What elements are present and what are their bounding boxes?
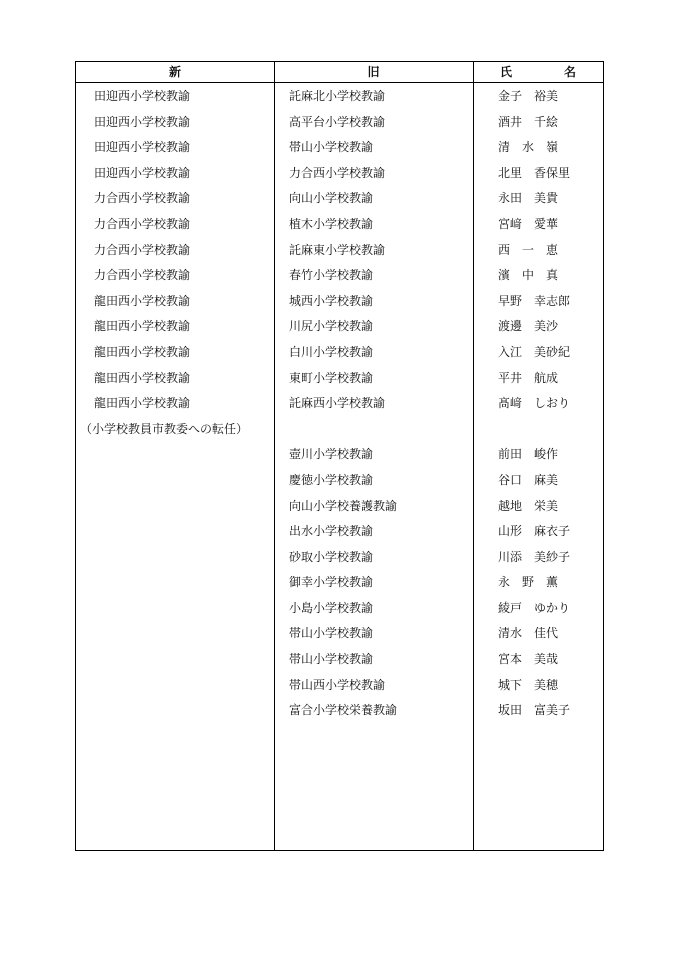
new-position bbox=[94, 673, 270, 699]
person-name: 山形 麻衣子 bbox=[498, 524, 571, 539]
table-row bbox=[76, 391, 603, 417]
person-name: 渡邊 美沙 bbox=[498, 319, 559, 334]
table-row bbox=[76, 570, 603, 596]
new-position: 田迎西小学校教諭 bbox=[94, 89, 191, 103]
table-row bbox=[76, 545, 603, 571]
table-row bbox=[76, 698, 603, 724]
person-name: 清 水 嶺 bbox=[498, 140, 559, 155]
person-name: 坂田 富美子 bbox=[498, 703, 571, 718]
old-position bbox=[289, 417, 469, 443]
header-name bbox=[473, 62, 603, 82]
new-position bbox=[94, 698, 270, 724]
person-name: 前田 峻作 bbox=[498, 447, 559, 462]
old-position: 植木小学校教諭 bbox=[289, 216, 374, 231]
old-position: 向山小学校教諭 bbox=[289, 191, 374, 206]
new-position bbox=[94, 519, 270, 545]
new-position bbox=[94, 647, 270, 673]
person-name: 北里 香保里 bbox=[498, 165, 571, 180]
new-position bbox=[94, 545, 270, 571]
table-row bbox=[76, 161, 603, 187]
header-new: 新 bbox=[168, 65, 181, 79]
old-position: 託麻東小学校教諭 bbox=[289, 242, 386, 257]
old-position: 出水小学校教諭 bbox=[289, 524, 374, 539]
table-row bbox=[76, 340, 603, 366]
old-position: 御幸小学校教諭 bbox=[289, 575, 374, 590]
new-position bbox=[94, 570, 270, 596]
old-position: 帯山小学校教諭 bbox=[289, 140, 374, 155]
new-position: 龍田西小学校教諭 bbox=[94, 396, 191, 411]
person-name: 酒井 千絵 bbox=[498, 114, 559, 129]
section-note: （小学校教員市教委への転任） bbox=[80, 421, 249, 436]
person-name: 川添 美紗子 bbox=[498, 549, 571, 564]
new-position: 力合西小学校教諭 bbox=[94, 191, 191, 206]
header-divider bbox=[76, 82, 603, 83]
old-position: 託麻西小学校教諭 bbox=[289, 396, 386, 411]
old-position: 白川小学校教諭 bbox=[289, 344, 374, 359]
person-name: 西 一 恵 bbox=[498, 242, 559, 257]
person-name: 平井 航成 bbox=[498, 370, 559, 385]
new-position: 田迎西小学校教諭 bbox=[94, 114, 191, 129]
person-name: 濱 中 真 bbox=[498, 268, 559, 283]
header-name-second: 名 bbox=[564, 65, 577, 79]
person-name: 谷口 麻美 bbox=[498, 472, 559, 487]
person-name: 清水 佳代 bbox=[498, 626, 559, 641]
old-position: 力合西小学校教諭 bbox=[289, 165, 386, 180]
table-row bbox=[76, 673, 603, 699]
new-position: 力合西小学校教諭 bbox=[94, 242, 191, 257]
old-position: 帯山小学校教諭 bbox=[289, 652, 374, 667]
old-position: 春竹小学校教諭 bbox=[289, 268, 374, 283]
old-position: 砂取小学校教諭 bbox=[289, 549, 374, 564]
new-position bbox=[94, 596, 270, 622]
new-position bbox=[94, 468, 270, 494]
person-name bbox=[498, 417, 596, 443]
table-row bbox=[76, 212, 603, 238]
table-row bbox=[76, 519, 603, 545]
table-row bbox=[76, 366, 603, 392]
table-row bbox=[76, 468, 603, 494]
table-row bbox=[76, 621, 603, 647]
table-row bbox=[76, 314, 603, 340]
new-position: 龍田西小学校教諭 bbox=[94, 344, 191, 359]
person-name: 城下 美穂 bbox=[498, 677, 559, 692]
person-name: 永 野 薫 bbox=[498, 575, 559, 590]
old-position: 慶徳小学校教諭 bbox=[289, 472, 374, 487]
old-position: 向山小学校養護教諭 bbox=[289, 498, 398, 513]
person-name: 永田 美貴 bbox=[498, 191, 559, 206]
header-old: 旧 bbox=[367, 65, 380, 79]
table-row bbox=[76, 289, 603, 315]
old-position: 帯山西小学校教諭 bbox=[289, 677, 386, 692]
table-row bbox=[76, 135, 603, 161]
new-position bbox=[94, 494, 270, 520]
new-position: 龍田西小学校教諭 bbox=[94, 319, 191, 334]
table-row bbox=[76, 186, 603, 212]
old-position: 川尻小学校教諭 bbox=[289, 319, 374, 334]
new-position bbox=[94, 621, 270, 647]
person-name: 早野 幸志郎 bbox=[498, 293, 571, 308]
old-position: 高平台小学校教諭 bbox=[289, 114, 386, 129]
person-name: 綾戸 ゆかり bbox=[498, 600, 571, 615]
old-position: 帯山小学校教諭 bbox=[289, 626, 374, 641]
person-name: 金子 裕美 bbox=[498, 89, 559, 103]
person-name: 宮本 美哉 bbox=[498, 652, 559, 667]
old-position: 富合小学校栄養教諭 bbox=[289, 703, 398, 718]
table-row bbox=[76, 84, 603, 110]
new-position bbox=[94, 442, 270, 468]
person-name: 宮﨑 愛華 bbox=[498, 216, 559, 231]
table-row bbox=[76, 442, 603, 468]
old-position: 壺川小学校教諭 bbox=[289, 447, 374, 462]
new-position: 龍田西小学校教諭 bbox=[94, 293, 191, 308]
new-position: 田迎西小学校教諭 bbox=[94, 165, 191, 180]
old-position: 城西小学校教諭 bbox=[289, 293, 374, 308]
old-position: 小島小学校教諭 bbox=[289, 600, 374, 615]
table-row bbox=[76, 417, 603, 443]
new-position: 田迎西小学校教諭 bbox=[94, 140, 191, 155]
old-position: 託麻北小学校教諭 bbox=[289, 89, 386, 103]
personnel-table bbox=[75, 61, 604, 851]
table-row bbox=[76, 596, 603, 622]
person-name: 入江 美砂紀 bbox=[498, 344, 571, 359]
person-name: 髙﨑 しおり bbox=[498, 396, 571, 411]
old-position: 東町小学校教諭 bbox=[289, 370, 374, 385]
table-row bbox=[76, 263, 603, 289]
new-position: 龍田西小学校教諭 bbox=[94, 370, 191, 385]
table-row bbox=[76, 494, 603, 520]
table-body bbox=[76, 84, 603, 724]
table-row bbox=[76, 647, 603, 673]
table-row bbox=[76, 238, 603, 264]
table-row bbox=[76, 110, 603, 136]
new-position: 力合西小学校教諭 bbox=[94, 268, 191, 283]
header-name-first: 氏 bbox=[499, 65, 512, 79]
new-position: 力合西小学校教諭 bbox=[94, 216, 191, 231]
person-name: 越地 栄美 bbox=[498, 498, 559, 513]
